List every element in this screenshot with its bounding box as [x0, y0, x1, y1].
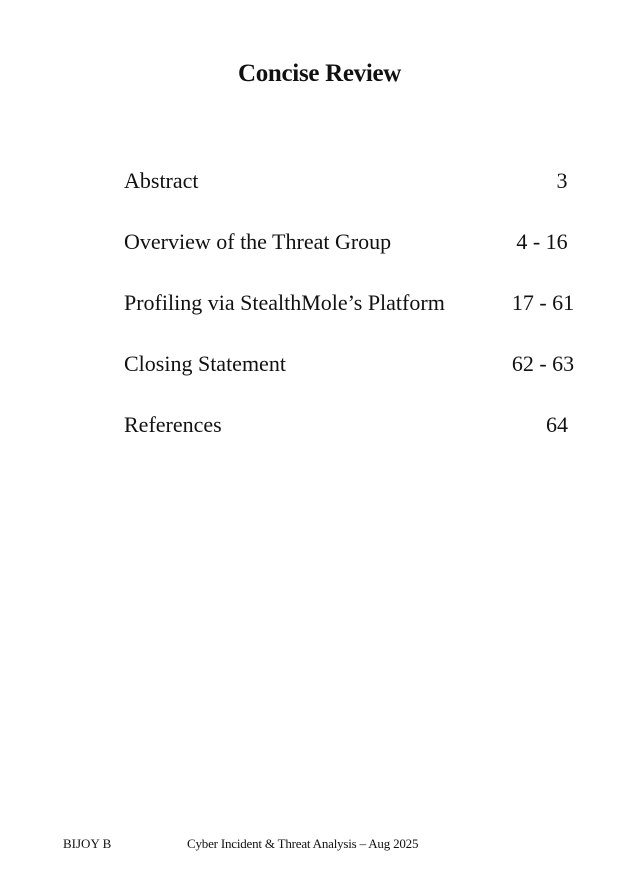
toc-entry-pages: 17 - 61 [511, 290, 575, 315]
toc-entry-label: Overview of the Threat Group [124, 229, 392, 254]
toc-entry-pages: 4 - 16 [516, 229, 568, 254]
toc-entry-label: Profiling via StealthMole’s Platform [124, 290, 445, 315]
toc-entry-closing-statement[interactable] [124, 350, 576, 411]
toc-entry-pages: 64 [546, 412, 568, 437]
footer-author: BIJOY B [63, 836, 112, 851]
toc-entry-label: Closing Statement [124, 351, 286, 376]
footer-document-title: Cyber Incident & Threat Analysis – Aug 2025 [187, 836, 419, 851]
toc-entry-profiling[interactable] [124, 289, 576, 350]
page-title: Concise Review [237, 60, 402, 87]
toc-entry-overview[interactable] [124, 228, 576, 289]
toc-entry-abstract[interactable] [124, 167, 576, 228]
toc-entry-label: Abstract [124, 168, 199, 193]
toc-entry-pages: 3 [556, 168, 568, 193]
toc-entry-pages: 62 - 63 [511, 351, 575, 376]
table-of-contents [124, 167, 576, 472]
toc-entry-references[interactable] [124, 411, 576, 472]
toc-entry-label: References [124, 412, 222, 437]
